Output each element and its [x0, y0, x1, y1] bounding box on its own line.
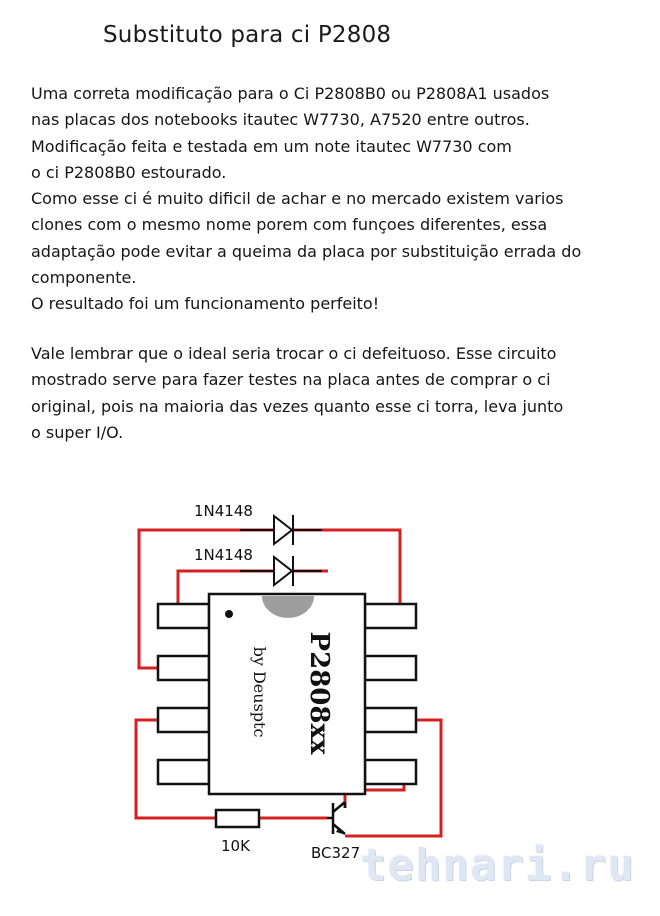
- ic-part-label: P2808xx: [304, 631, 334, 755]
- text-line: clones com o mesmo nome porem com funçoes diferentes, essa: [31, 215, 548, 235]
- text-line: o ci P2808B0 estourado.: [31, 162, 227, 182]
- note-paragraph: [31, 341, 563, 446]
- transistor: [327, 802, 345, 834]
- text-line: o super I/O.: [31, 422, 124, 442]
- circuit-diagram: [0, 480, 660, 880]
- ic-pin-1: [158, 604, 209, 628]
- page-title: Substituto para ci P2808: [103, 22, 392, 48]
- text-line: Modificação feita e testada em um note itautec W7730 com: [31, 136, 512, 156]
- text-line: nas placas dos notebooks itautec W7730, A7520 entre outros.: [31, 110, 530, 130]
- ic-pin-8: [365, 604, 416, 628]
- text-line: Vale lembrar que o ideal seria trocar o ci defeituoso. Esse circuito: [31, 344, 557, 363]
- ic-pin-7: [365, 656, 416, 680]
- text-line: Uma correta modificação para o Ci P2808B0 ou P2808A1 usados: [31, 84, 550, 103]
- resistor-label: 10K: [221, 837, 250, 855]
- ic-pin-4: [158, 760, 209, 784]
- resistor: [216, 810, 259, 827]
- ic-author-label-group: [250, 647, 269, 738]
- ic-pin1-dot: [225, 610, 233, 618]
- diode-top-label: 1N4148: [194, 502, 253, 520]
- text-line: original, pois na maioria das vezes quanto esse ci torra, leva junto: [31, 396, 564, 416]
- text-line: mostrado serve para fazer testes na placa antes de comprar o ci: [31, 370, 551, 390]
- ic-part-label-group: [304, 632, 334, 755]
- diode-bottom-label: 1N4148: [194, 546, 253, 564]
- text-line: componente.: [31, 268, 137, 288]
- watermark: tehnari.ru: [360, 840, 635, 891]
- transistor-label: BC327: [311, 844, 361, 862]
- text-line: adaptação pode evitar a queima da placa por substituição errada do: [31, 241, 582, 261]
- ic-pin-5: [365, 760, 416, 784]
- ic-pin-6: [365, 708, 416, 732]
- ic-author-label: by Deusptc: [250, 646, 269, 738]
- ic-pin-3: [158, 708, 209, 732]
- intro-paragraph: [31, 81, 581, 318]
- ic-body: [209, 594, 365, 794]
- text-line: Como esse ci é muito dificil de achar e no mercado existem varios: [31, 189, 564, 209]
- text-line: O resultado foi um funcionamento perfeito!: [31, 294, 380, 314]
- ic-pin-2: [158, 656, 209, 680]
